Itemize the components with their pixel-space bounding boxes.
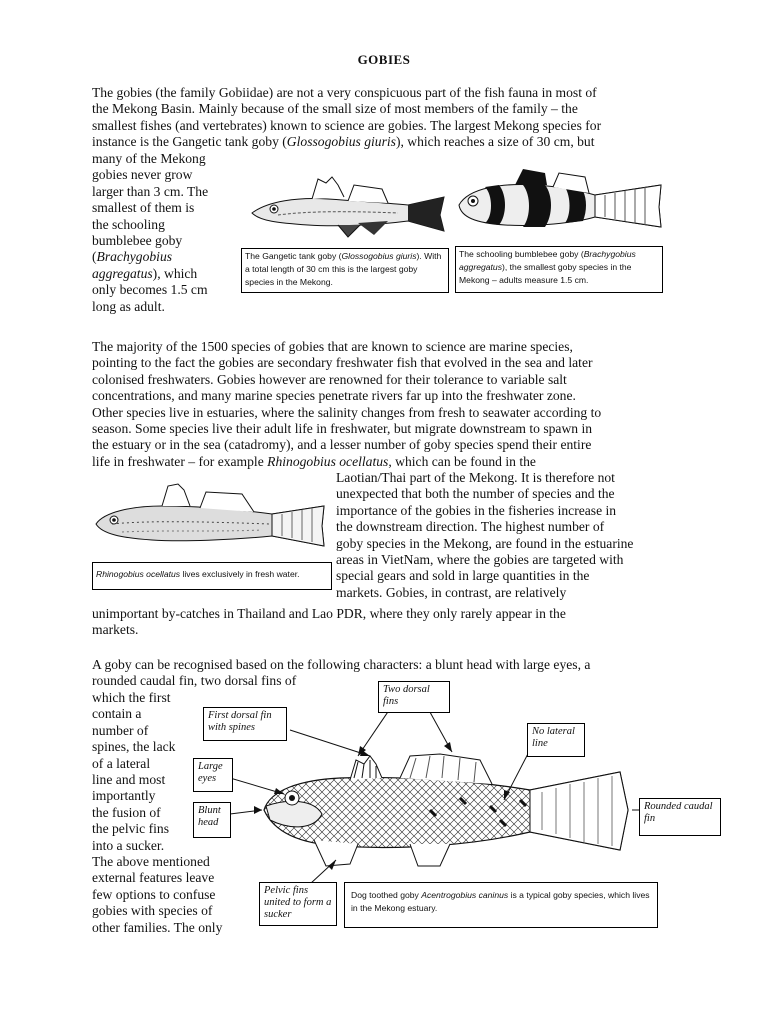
text-line: The majority of the 1500 species of gobies that are known to science are marine species, bbox=[92, 339, 573, 354]
tank-goby-illustration bbox=[248, 175, 448, 245]
text-line: the fusion of bbox=[92, 804, 161, 820]
text-line: importantly bbox=[92, 788, 156, 804]
text-line: Other species live in estuaries, where the salinity changes from fresh to seawater according to bbox=[92, 404, 602, 420]
text-line: long as adult. bbox=[92, 298, 165, 314]
text-line: colonised freshwaters. Gobies however are renowned for their tolerance to variable salt bbox=[92, 371, 567, 387]
rhinogobius-illustration bbox=[92, 480, 328, 560]
text-line: spines, the lack bbox=[92, 739, 176, 755]
text-line: the downstream direction. The highest number of bbox=[336, 519, 605, 535]
text-line: the estuary or in the sea (catadromy), and a lesser number of goby species spend their entire bbox=[92, 437, 592, 453]
label-large-eyes: Large eyes bbox=[193, 758, 233, 792]
tank-goby-caption: The Gangetic tank goby (Glossogobius giuris). With a total length of 30 cm this is the largest goby species in the Mekong. bbox=[241, 248, 449, 293]
intro-narrow-column bbox=[92, 151, 242, 315]
text-line: contain a bbox=[92, 706, 142, 722]
text-line: external features leave bbox=[92, 870, 215, 886]
text-line: the pelvic fins bbox=[92, 821, 170, 837]
label-no-lateral-line: No lateral line bbox=[527, 723, 585, 757]
text-line: into a sucker. bbox=[92, 837, 165, 853]
text-line: The above mentioned bbox=[92, 854, 210, 870]
text-line: gobies never grow bbox=[92, 167, 193, 183]
text-line: aggregatus), which bbox=[92, 265, 198, 281]
text-line: smallest fishes (and vertebrates) known to science are gobies. The largest Mekong species for bbox=[92, 117, 602, 133]
bumblebee-goby-illustration bbox=[455, 165, 665, 245]
text-line: life in freshwater – for example Rhinogobius ocellatus, which can be found in the bbox=[92, 453, 536, 469]
bumblebee-goby-caption: The schooling bumblebee goby (Brachygobius aggregatus), the smallest goby species in the Mekong – adults measure 1.5 cm. bbox=[455, 246, 663, 293]
text-line: bumblebee goby bbox=[92, 233, 183, 249]
text-line: concentrations, and many marine species penetrate rivers far up into the freshwater zone. bbox=[92, 388, 576, 404]
text-line: special gears and sold in large quantities in the bbox=[336, 568, 590, 584]
text-line: season. Some species live their adult life in freshwater, but migrate downstream to spawn in bbox=[92, 421, 593, 437]
text-line: of a lateral bbox=[92, 755, 151, 771]
text-line: many of the Mekong bbox=[92, 151, 206, 166]
text-line: importance of the gobies in the fisheries increase in bbox=[336, 502, 617, 518]
text-line: the Mekong Basin. Mainly because of the small size of most members of the family – the bbox=[92, 101, 578, 117]
text-line: Laotian/Thai part of the Mekong. It is therefore not bbox=[336, 470, 615, 485]
text-line: goby species in the Mekong, are found in the estuarine bbox=[336, 535, 634, 551]
marine-origin-right-column bbox=[336, 470, 686, 601]
text-line: markets. bbox=[92, 622, 139, 638]
label-two-dorsal-fins: Two dorsal fins bbox=[378, 681, 450, 713]
text-line: line and most bbox=[92, 772, 166, 788]
text-line: A goby can be recognised based on the following characters: a blunt head with large eyes, a bbox=[92, 657, 591, 672]
rhinogobius-caption: Rhinogobius ocellatus lives exclusively in fresh water. bbox=[92, 562, 332, 590]
page-title: GOBIES bbox=[357, 52, 411, 67]
text-line: smallest of them is bbox=[92, 200, 195, 216]
text-line: the schooling bbox=[92, 216, 165, 232]
marine-origin-end bbox=[92, 606, 692, 639]
text-line: rounded caudal fin, two dorsal fins of bbox=[92, 673, 297, 689]
text-line: markets. Gobies, in contrast, are relatively bbox=[336, 584, 567, 600]
text-line: (Brachygobius bbox=[92, 249, 173, 265]
text-line: unexpected that both the number of species and the bbox=[336, 486, 615, 502]
text-line: The gobies (the family Gobiidae) are not a very conspicuous part of the fish fauna in most of bbox=[92, 85, 597, 100]
text-line: only becomes 1.5 cm bbox=[92, 282, 208, 298]
text-line: larger than 3 cm. The bbox=[92, 183, 209, 199]
text-line: unimportant by-catches in Thailand and Lao PDR, where they only rarely appear in the bbox=[92, 606, 566, 621]
intro-paragraph bbox=[92, 85, 692, 151]
label-pelvic-fins: Pelvic fins united to form a sucker bbox=[259, 882, 337, 926]
text-line: instance is the Gangetic tank goby (Glossogobius giuris), which reaches a size of 30 cm, but bbox=[92, 134, 595, 150]
text-line: gobies with species of bbox=[92, 903, 213, 919]
text-line: pointing to the fact the gobies are secondary freshwater fish that evolved in the sea and later bbox=[92, 355, 593, 371]
label-rounded-caudal-fin: Rounded caudal fin bbox=[639, 798, 721, 836]
text-line: other families. The only bbox=[92, 919, 223, 935]
label-blunt-head: Blunt head bbox=[193, 802, 231, 838]
text-line: areas in VietNam, where the gobies are targeted with bbox=[336, 552, 624, 568]
text-line: few options to confuse bbox=[92, 886, 216, 902]
marine-origin-paragraph bbox=[92, 339, 692, 470]
label-first-dorsal-fin: First dorsal fin with spines bbox=[203, 707, 287, 741]
text-line: number of bbox=[92, 722, 149, 738]
dog-toothed-goby-caption: Dog toothed goby Acentrogobius caninus is a typical goby species, which lives in the Mekong estuary. bbox=[344, 882, 658, 928]
text-line: which the first bbox=[92, 690, 171, 705]
